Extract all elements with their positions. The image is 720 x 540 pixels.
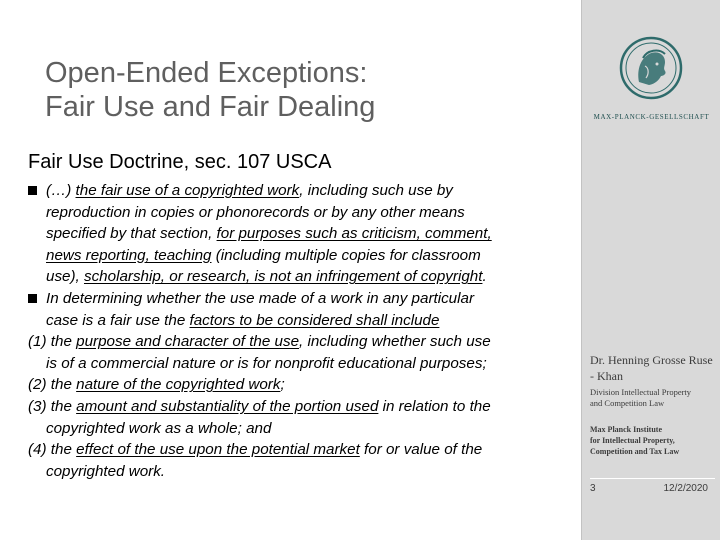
institute-name: Max Planck Institute for Intellectual Property, Competition and Tax Law: [590, 425, 680, 456]
underlined-phrase: news reporting, teaching: [46, 246, 212, 264]
slide-title: [45, 56, 565, 124]
page-number: 3: [590, 483, 596, 494]
title-line-2: Fair Use and Fair Dealing: [45, 91, 376, 123]
division-name: Division Intellectual Property and Competition Law: [590, 387, 692, 408]
underlined-phrase: factors to be considered shall include: [189, 311, 440, 329]
factor-item-3: (3) the amount and substantiality of the portion used in relation to the copyrighted work as a whole; and: [28, 397, 491, 437]
underlined-phrase: scholarship, or research, is not an infringement of copyright: [83, 268, 483, 286]
minerva-head-icon: [619, 36, 683, 100]
underlined-phrase: for purposes such as criticism, comment,: [216, 225, 492, 243]
factor-item-4: (4) the effect of the use upon the potential market for or value of the copyrighted work.: [28, 441, 483, 480]
underlined-phrase: the fair use of a copyrighted work: [75, 182, 300, 199]
bullet-fair-use-definition: (…) the fair use of a copyrighted work, including such use by reproduction in copies or phonorecords or by any other means specified by that section, for purposes such as criticism, comment, news reporting, teaching (including multiple copies for classroom use), scholarship, or research, is not an infringement of copyright.: [28, 180, 573, 288]
underlined-phrase: effect of the use upon the potential market: [76, 441, 360, 459]
square-bullet-icon: [28, 294, 37, 303]
factor-item-2: (2) the nature of the copyrighted work;: [28, 376, 285, 394]
slide-body: [28, 180, 573, 482]
slide-date: 12/2/2020: [663, 483, 708, 494]
square-bullet-icon: [28, 186, 37, 195]
logo-text: MAX-PLANCK-GESELLSCHAFT: [593, 113, 710, 121]
sidebar: [581, 0, 720, 540]
bullet-factors: In determining whether the use made of a work in any particular case is a fair use the factors to be considered shall include: [28, 288, 573, 331]
underlined-phrase: amount and substantiality of the portion used: [76, 397, 379, 415]
underlined-phrase: purpose and character of the use: [76, 333, 300, 351]
underlined-phrase: nature of the copyrighted work: [76, 376, 281, 394]
author-name: Dr. Henning Grosse Ruse - Khan: [590, 353, 713, 383]
title-line-1: Open-Ended Exceptions:: [45, 57, 368, 89]
footer-divider: [590, 478, 715, 479]
factor-item-1: (1) the purpose and character of the use, including whether such use is of a commercial nature or is for nonprofit educational purposes;: [28, 333, 491, 372]
subheading: Fair Use Doctrine, sec. 107 USCA: [28, 151, 332, 173]
